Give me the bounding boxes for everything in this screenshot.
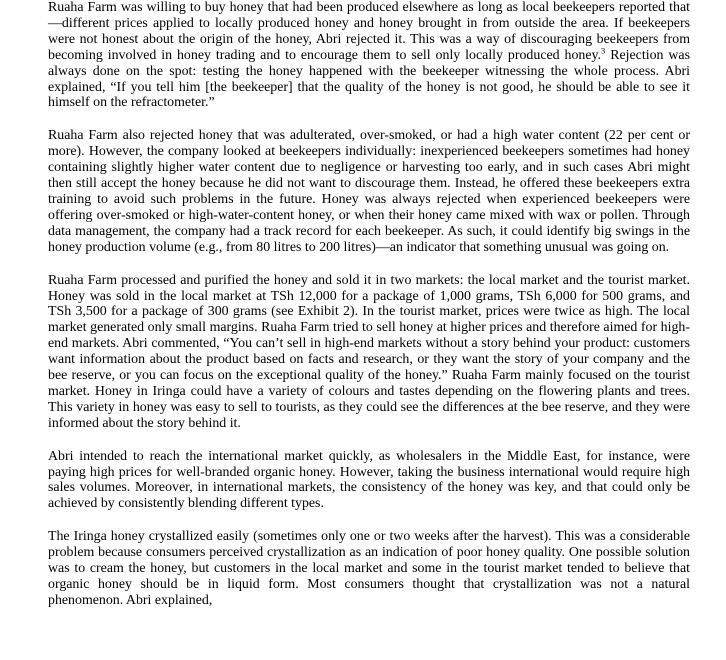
paragraph-markets: Ruaha Farm processed and purified the honey and sold it in two markets: the local market and the tourist market. Honey was sold in the local market at TSh 12,000 for a package of 1,000 grams, TSh 6,000 for 500 grams, and TSh 3,500 for a package of 300 grams (see Exhibit 2). In the tourist market, prices were twice as high. The local market generated only small margins. Ruaha Farm tried to sell honey at higher prices and therefore aimed for high-end markets. Abri commented, “You can’t sell in high-end markets without a story behind your product: customers want information about the product based on facts and research, or they want the story of your company and the bee reserve, or you can focus on the exceptional quality of the honey.” Ruaha Farm mainly focused on the tourist market. Honey in Iringa could have a variety of colours and tastes depending on the flowering plants and trees. This variety in honey was easy to sell to tourists, as they could see the differences at the bee reserve, and they were informed about the story behind it.	[48, 272, 690, 431]
paragraph-crystallization: The Iringa honey crystallized easily (sometimes only one or two weeks after the harvest). This was a considerable problem because consumers perceived crystallization as an indication of poor honey quality. One possible solution was to cream the honey, but customers in the local market and some in the tourist market tended to believe that organic honey should be in liquid form. Most consumers thought that crystallization was not a natural phenomenon. Abri explained,	[48, 529, 690, 608]
paragraph-honey-origin	[48, 0, 690, 111]
paragraph-text: Rejection was always done on the spot: testing the honey happened with the beekeeper witnessing the whole process. Abri explained, “If you tell him [the beekeeper] that the quality of the honey is not good, he should be able to see it himself on the refractometer.”	[48, 47, 690, 111]
paragraph-honey-rejection: Ruaha Farm also rejected honey that was adulterated, over-smoked, or had a high water content (22 per cent or more). However, the company looked at beekeepers individually: inexperienced beekeepers sometimes had honey containing slightly higher water content due to negligence or harvesting too early, and in such cases Abri might then still accept the honey because he did not want to discourage them. Instead, he offered these beekeepers extra training to avoid such problems in the future. Honey was always rejected when experienced beekeepers were offering over-smoked or high-water-content honey, or when their honey came mixed with wax or pollen. Through data management, the company had a track record for each beekeeper. As such, it could identify big swings in the honey production volume (e.g., from 80 litres to 200 litres)—an indicator that something unusual was going on.	[48, 128, 690, 255]
paragraph-text: Ruaha Farm was willing to buy honey that had been produced elsewhere as long as local beekeepers reported that—different prices applied to locally produced honey and honey brought in from outside the area. If beekeepers were not honest about the origin of the honey, Abri rejected it. This was a way of discouraging beekeepers from becoming involved in honey trading and to encourage them to sell only locally produced honey.	[48, 0, 690, 63]
document-page	[48, 0, 690, 609]
paragraph-international-market: Abri intended to reach the international market quickly, as wholesalers in the Middle East, for instance, were paying high prices for well-branded organic honey. However, taking the business international would require high sales volumes. Moreover, in international markets, the consistency of the honey was key, and that could only be achieved by consistently blending different types.	[48, 448, 690, 512]
footnote-marker: 3	[601, 45, 606, 56]
